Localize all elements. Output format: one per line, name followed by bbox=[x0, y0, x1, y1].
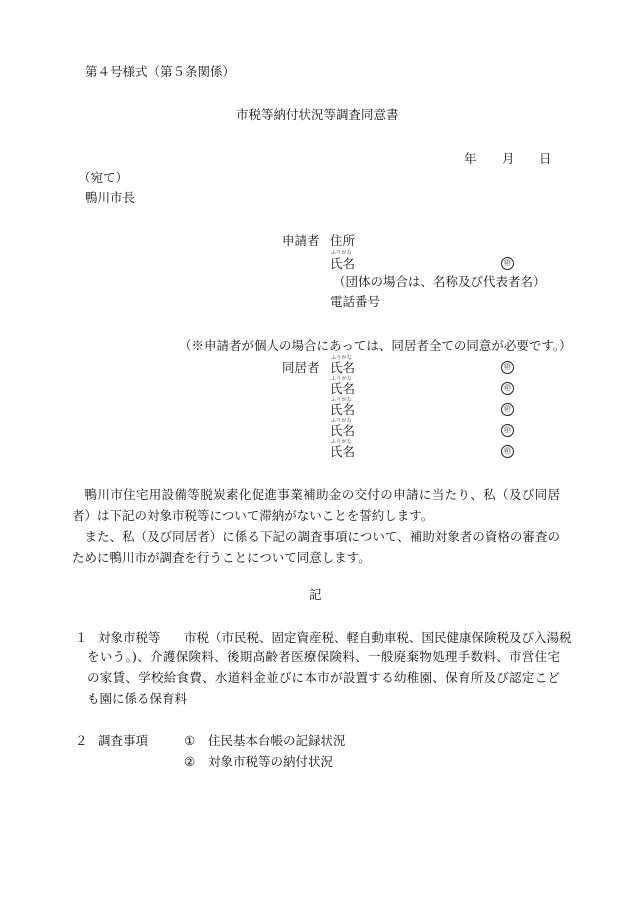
date-month: 月 bbox=[502, 151, 515, 166]
item1-text-first: 市税（市民税、固定資産税、軽自動車税、国民健康保険税及び入湯税 bbox=[184, 630, 572, 645]
cohabitant-name-label: 氏名 bbox=[330, 444, 356, 459]
cohabitant-seal-icon: ㊞ bbox=[501, 403, 514, 416]
document-title: 市税等納付状況等調査同意書 bbox=[236, 107, 399, 122]
item2-entry-text: 対象市税等の納付状況 bbox=[208, 754, 334, 769]
ki-heading: 記 bbox=[309, 587, 322, 602]
date-day: 日 bbox=[539, 151, 552, 166]
cohabitant-furigana: ふりがな bbox=[331, 355, 353, 361]
applicant-phone-label: 電話番号 bbox=[330, 294, 381, 309]
item2-label: 調査事項 bbox=[98, 733, 149, 748]
cohabitant-name-label: 氏名 bbox=[330, 423, 356, 438]
date-year: 年 bbox=[464, 151, 477, 166]
item2-entry-marker: ② bbox=[184, 754, 196, 769]
applicant-name-label: 氏名 bbox=[330, 256, 356, 271]
cohabitant-name-label: 氏名 bbox=[330, 381, 356, 396]
form-number: 第４号様式（第５条関係） bbox=[85, 64, 236, 79]
item2-entry-marker: ① bbox=[184, 733, 196, 748]
addressee-prefix: （宛て） bbox=[78, 170, 129, 185]
cohabitant-name-label: 氏名 bbox=[330, 402, 356, 417]
cohabitant-note: （※申請者が個人の場合にあっては、同居者全ての同意が必要です。） bbox=[179, 338, 572, 353]
cohabitant-furigana: ふりがな bbox=[331, 376, 353, 382]
cohabitant-name-label: 氏名 bbox=[330, 360, 356, 375]
applicant-furigana: ふりがな bbox=[331, 250, 353, 256]
body-paragraph-consent: また、私（及び同居者）に係る下記の調査事項について、補助対象者の資格の審査のために鴨川市が調査を行うことについて同意します。 bbox=[72, 529, 560, 565]
cohabitant-furigana: ふりがな bbox=[331, 439, 353, 445]
item2-entry-text: 住民基本台帳の記録状況 bbox=[208, 733, 346, 748]
cohabitant-seal-icon: ㊞ bbox=[501, 382, 514, 395]
body-paragraph-pledge: 鴨川市住宅用設備等脱炭素化促進事業補助金の交付の申請に当たり、私（及び同居者）は下記の対象市税等について滞納がないことを誓約します。 bbox=[72, 487, 560, 523]
applicant-seal-icon: ㊞ bbox=[501, 257, 514, 270]
cohabitant-furigana: ふりがな bbox=[331, 418, 353, 424]
cohabitant-label: 同居者 bbox=[282, 360, 320, 375]
applicant-label: 申請者 bbox=[282, 233, 320, 248]
item1-number: １ bbox=[75, 630, 88, 645]
cohabitant-seal-icon: ㊞ bbox=[501, 424, 514, 437]
item1-label: 対象市税等 bbox=[98, 630, 161, 645]
cohabitant-seal-icon: ㊞ bbox=[501, 361, 514, 374]
applicant-address-label: 住所 bbox=[330, 233, 356, 248]
cohabitant-furigana: ふりがな bbox=[331, 397, 353, 403]
applicant-group-note: （団体の場合は、名称及び代表者名） bbox=[333, 274, 546, 289]
addressee-name: 鴨川市長 bbox=[85, 190, 136, 205]
item2-number: ２ bbox=[75, 733, 88, 748]
item1-text-rest: をいう。)、介護保険料、後期高齢者医療保険料、一般廃棄物処理手数料、市営住宅の家賃、学校給食費、水道料金並びに本市が設置する幼稚園、保育所及び認定こども園に係る保育料 bbox=[87, 649, 560, 706]
cohabitant-seal-icon: ㊞ bbox=[501, 445, 514, 458]
